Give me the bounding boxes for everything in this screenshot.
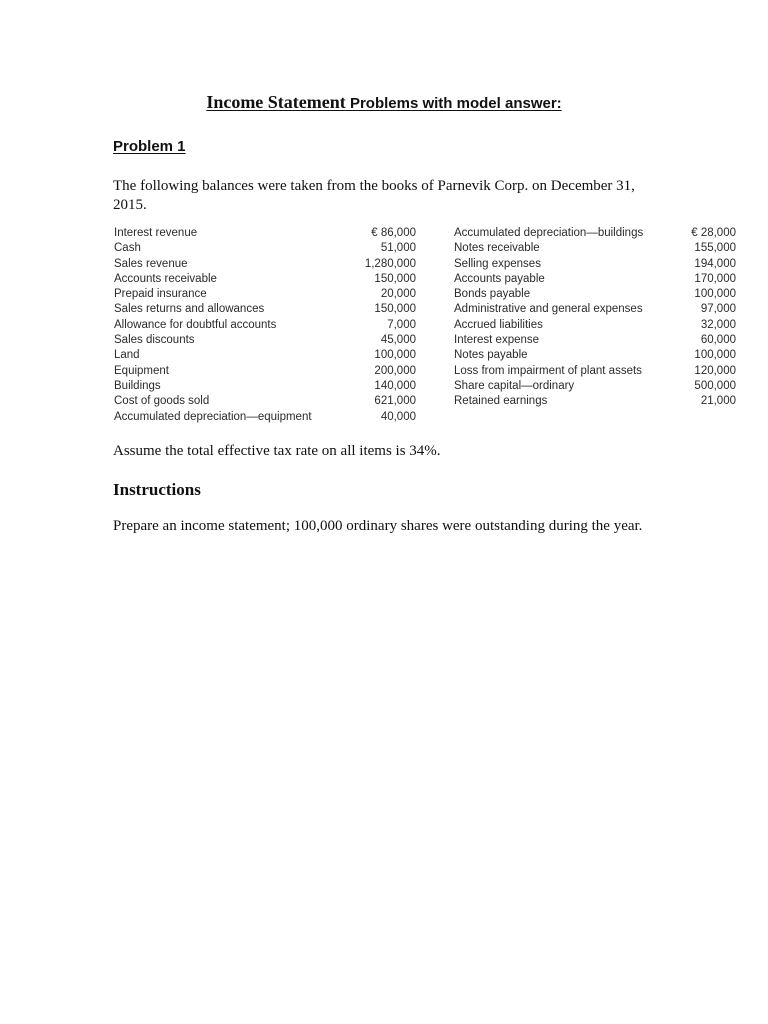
- balance-label: Accounts receivable: [114, 272, 217, 285]
- balance-value: 194,000: [694, 257, 736, 270]
- balance-label: Selling expenses: [454, 257, 541, 270]
- balance-value: 100,000: [694, 288, 736, 301]
- tax-rate-note: Assume the total effective tax rate on all items is 34%.: [113, 443, 441, 459]
- balance-value: 20,000: [380, 288, 416, 301]
- balance-value: 120,000: [694, 364, 736, 377]
- balance-label: Buildings: [114, 379, 161, 392]
- balance-value: 51,000: [380, 242, 416, 255]
- balance-value: 7,000: [387, 318, 416, 331]
- balance-label: Sales discounts: [114, 334, 195, 347]
- balance-value: 21,000: [700, 395, 736, 408]
- balance-value: 40,000: [380, 410, 416, 423]
- balance-value: 60,000: [700, 334, 736, 347]
- balance-label: Equipment: [114, 364, 169, 377]
- balance-value: 155,000: [694, 242, 736, 255]
- balance-label: Interest revenue: [114, 227, 198, 239]
- balance-value: 1,280,000: [364, 257, 416, 270]
- balance-label: Notes payable: [454, 349, 528, 362]
- balance-label: Interest expense: [454, 334, 540, 347]
- balance-label: Notes receivable: [454, 242, 540, 255]
- intro-paragraph: The following balances were taken from the books of Parnevik Corp. on December 31, 2015.: [113, 178, 635, 213]
- balance-value: 500,000: [694, 379, 736, 392]
- balance-value: 170,000: [694, 272, 736, 285]
- balance-label: Accrued liabilities: [454, 318, 543, 331]
- balance-value: 140,000: [374, 379, 416, 392]
- right-values-column: [674, 226, 736, 410]
- balance-value: 150,000: [374, 303, 416, 316]
- balance-value: 32,000: [700, 318, 736, 331]
- balance-value: 150,000: [374, 272, 416, 285]
- balance-value: € 86,000: [371, 227, 416, 239]
- balance-label: Bonds payable: [454, 288, 531, 301]
- balance-label: Accumulated depreciation—buildings: [454, 227, 644, 239]
- balance-value: 100,000: [694, 349, 736, 362]
- problem-heading: Problem 1: [113, 138, 186, 155]
- balance-label: Allowance for doubtful accounts: [114, 318, 277, 331]
- balance-label: Sales returns and allowances: [114, 303, 265, 316]
- left-values-column: [354, 226, 416, 425]
- left-labels-column: [114, 226, 354, 425]
- balance-label: Cost of goods sold: [114, 395, 210, 408]
- balance-label: Administrative and general expenses: [454, 303, 643, 316]
- balance-label: Share capital—ordinary: [454, 379, 575, 392]
- instructions-text: Prepare an income statement; 100,000 ordinary shares were outstanding during the year.: [113, 518, 643, 534]
- balance-label: Accumulated depreciation—equipment: [114, 410, 312, 423]
- balance-label: Prepaid insurance: [114, 288, 207, 301]
- balance-label: Accounts payable: [454, 272, 545, 285]
- balance-label: Retained earnings: [454, 395, 548, 408]
- balance-value: 97,000: [700, 303, 736, 316]
- page-title: [0, 92, 768, 113]
- balance-value: 45,000: [380, 334, 416, 347]
- balance-label: Sales revenue: [114, 257, 188, 270]
- title-main: Income Statement: [206, 92, 346, 112]
- balance-value: 200,000: [374, 364, 416, 377]
- balance-label: Cash: [114, 242, 141, 255]
- balance-value: 621,000: [374, 395, 416, 408]
- instructions-heading: Instructions: [113, 480, 201, 499]
- balance-value: 100,000: [374, 349, 416, 362]
- right-labels-column: [454, 226, 684, 410]
- balance-label: Land: [114, 349, 140, 362]
- title-sub: Problems with model answer:: [345, 95, 562, 112]
- balance-label: Loss from impairment of plant assets: [454, 364, 642, 377]
- balance-value: € 28,000: [691, 227, 736, 239]
